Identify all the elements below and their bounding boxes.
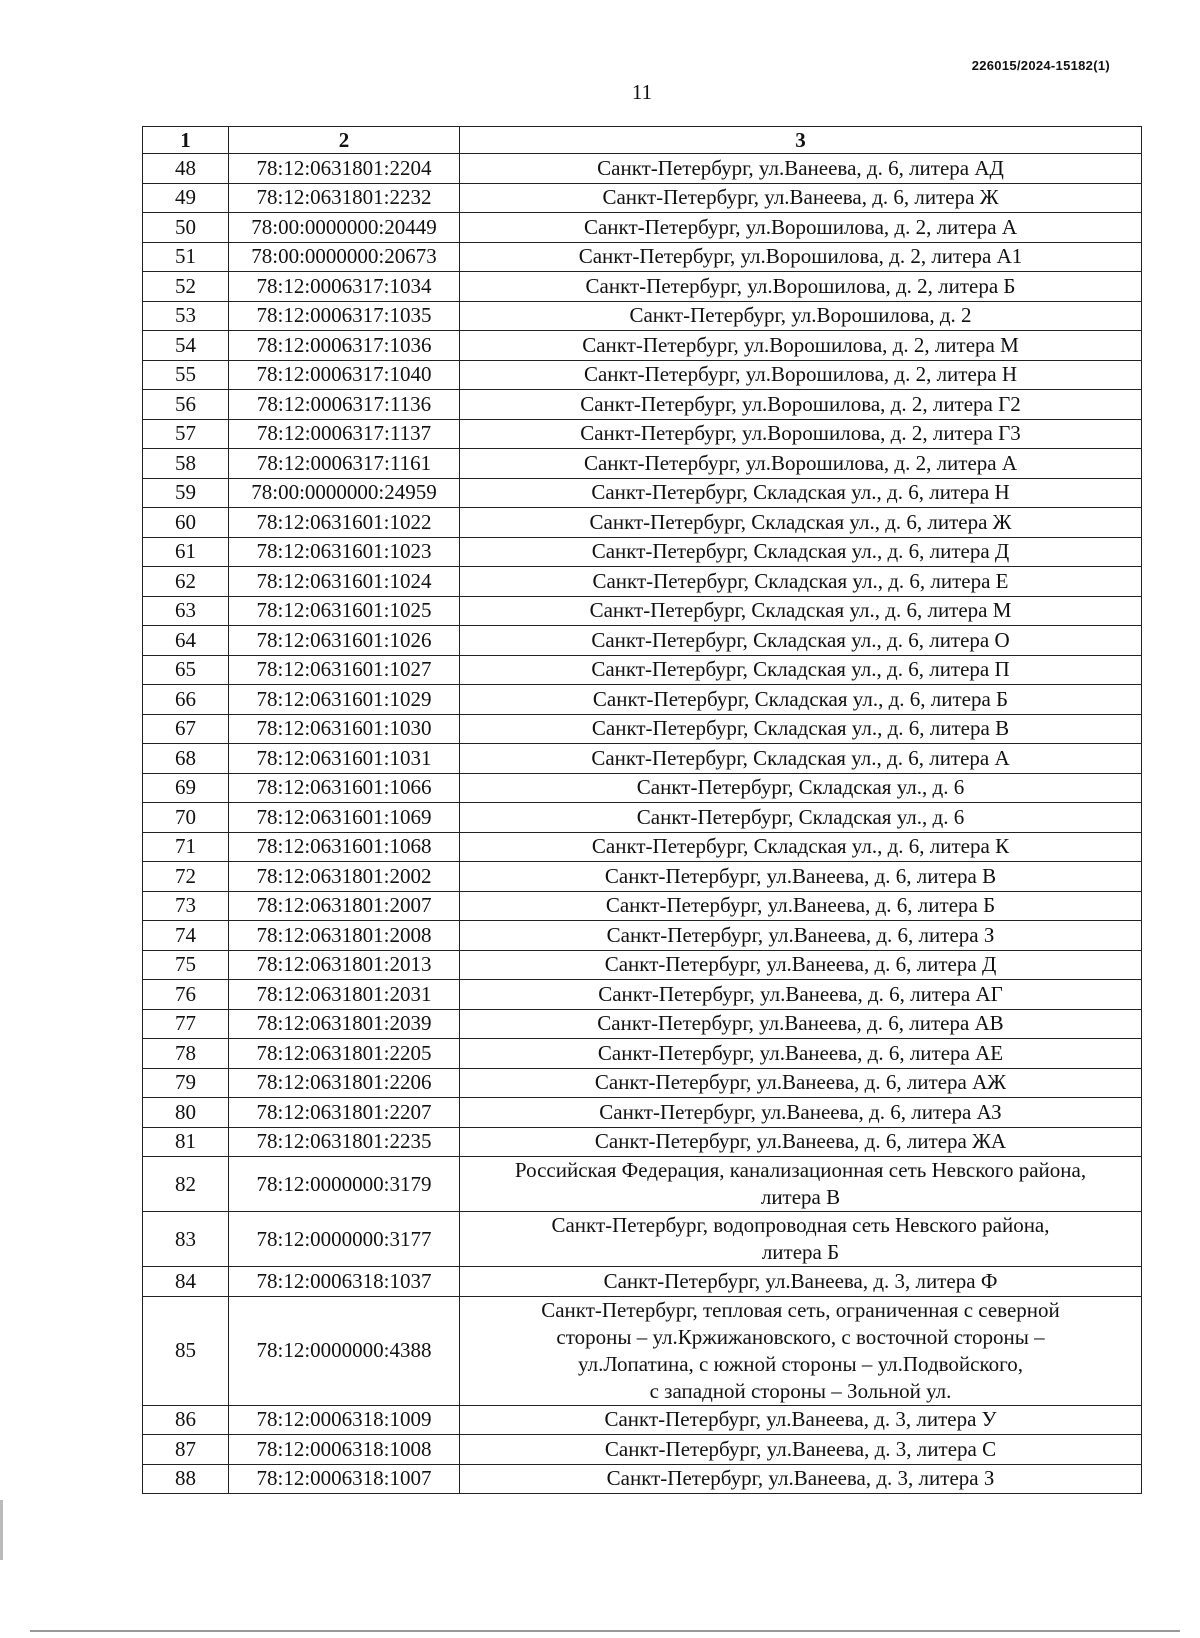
row-number-cell: 48 xyxy=(143,154,229,184)
table-row xyxy=(143,862,1142,892)
address-cell: Санкт-Петербург, Складская ул., д. 6, литера О xyxy=(460,626,1142,656)
table-row xyxy=(143,449,1142,479)
table-row xyxy=(143,1464,1142,1494)
table-row xyxy=(143,1009,1142,1039)
cadastral-number-cell: 78:12:0631601:1027 xyxy=(229,655,460,685)
address-cell: Санкт-Петербург, ул.Ванеева, д. 6, литера АГ xyxy=(460,980,1142,1010)
address-cell: Санкт-Петербург, ул.Ванеева, д. 6, литера З xyxy=(460,921,1142,951)
table-row xyxy=(143,921,1142,951)
address-cell: Российская Федерация, канализационная сеть Невского района, литера В xyxy=(460,1157,1142,1212)
cadastral-number-cell: 78:12:0006317:1034 xyxy=(229,272,460,302)
row-number-cell: 58 xyxy=(143,449,229,479)
cadastral-number-cell: 78:12:0631601:1066 xyxy=(229,773,460,803)
cadastral-number-cell: 78:12:0631601:1068 xyxy=(229,832,460,862)
address-cell: Санкт-Петербург, ул.Ванеева, д. 3, литера Ф xyxy=(460,1267,1142,1297)
row-number-cell: 81 xyxy=(143,1127,229,1157)
table-row xyxy=(143,419,1142,449)
address-cell: Санкт-Петербург, ул.Ворошилова, д. 2, литера А1 xyxy=(460,242,1142,272)
cadastral-number-cell: 78:12:0006317:1136 xyxy=(229,390,460,420)
table-header-row xyxy=(143,127,1142,154)
address-cell: Санкт-Петербург, Складская ул., д. 6, литера Б xyxy=(460,685,1142,715)
table-row xyxy=(143,1039,1142,1069)
table-row xyxy=(143,213,1142,243)
address-cell: Санкт-Петербург, ул.Ворошилова, д. 2, литера А xyxy=(460,449,1142,479)
row-number-cell: 80 xyxy=(143,1098,229,1128)
address-cell: Санкт-Петербург, ул.Ворошилова, д. 2, литера Г3 xyxy=(460,419,1142,449)
cadastral-number-cell: 78:12:0631801:2205 xyxy=(229,1039,460,1069)
cadastral-number-cell: 78:12:0631801:2039 xyxy=(229,1009,460,1039)
table-row xyxy=(143,154,1142,184)
cadastral-number-cell: 78:12:0631601:1029 xyxy=(229,685,460,715)
address-cell: Санкт-Петербург, Складская ул., д. 6, литера Д xyxy=(460,537,1142,567)
address-cell: Санкт-Петербург, ул.Ванеева, д. 6, литера ЖА xyxy=(460,1127,1142,1157)
address-cell: Санкт-Петербург, водопроводная сеть Невского района, литера Б xyxy=(460,1212,1142,1267)
table-row xyxy=(143,1068,1142,1098)
scan-bottom-line xyxy=(30,1630,1180,1632)
row-number-cell: 75 xyxy=(143,950,229,980)
cadastral-number-cell: 78:12:0006317:1035 xyxy=(229,301,460,331)
cadastral-number-cell: 78:12:0631601:1025 xyxy=(229,596,460,626)
cadastral-number-cell: 78:12:0006317:1137 xyxy=(229,419,460,449)
row-number-cell: 69 xyxy=(143,773,229,803)
row-number-cell: 74 xyxy=(143,921,229,951)
cadastral-number-cell: 78:12:0631801:2002 xyxy=(229,862,460,892)
table-row xyxy=(143,301,1142,331)
table-row xyxy=(143,1212,1142,1267)
table-row xyxy=(143,980,1142,1010)
address-cell: Санкт-Петербург, Складская ул., д. 6 xyxy=(460,773,1142,803)
address-cell: Санкт-Петербург, ул.Ворошилова, д. 2, литера Б xyxy=(460,272,1142,302)
cadastral-number-cell: 78:12:0631801:2207 xyxy=(229,1098,460,1128)
cadastral-number-cell: 78:12:0631801:2031 xyxy=(229,980,460,1010)
row-number-cell: 57 xyxy=(143,419,229,449)
row-number-cell: 88 xyxy=(143,1464,229,1494)
address-cell: Санкт-Петербург, ул.Ванеева, д. 6, литера АВ xyxy=(460,1009,1142,1039)
row-number-cell: 55 xyxy=(143,360,229,390)
address-cell: Санкт-Петербург, ул.Ванеева, д. 3, литера З xyxy=(460,1464,1142,1494)
table-row xyxy=(143,1098,1142,1128)
address-cell: Санкт-Петербург, Складская ул., д. 6, литера П xyxy=(460,655,1142,685)
row-number-cell: 87 xyxy=(143,1435,229,1465)
row-number-cell: 72 xyxy=(143,862,229,892)
table-row xyxy=(143,242,1142,272)
table-body xyxy=(143,154,1142,1494)
row-number-cell: 62 xyxy=(143,567,229,597)
row-number-cell: 52 xyxy=(143,272,229,302)
cadastral-number-cell: 78:12:0006317:1036 xyxy=(229,331,460,361)
table-row xyxy=(143,655,1142,685)
row-number-cell: 86 xyxy=(143,1405,229,1435)
row-number-cell: 59 xyxy=(143,478,229,508)
cadastral-number-cell: 78:12:0631801:2232 xyxy=(229,183,460,213)
row-number-cell: 56 xyxy=(143,390,229,420)
cadastral-number-cell: 78:12:0631801:2206 xyxy=(229,1068,460,1098)
column-header-number: 1 xyxy=(143,127,229,154)
property-table xyxy=(142,126,1142,1494)
address-cell: Санкт-Петербург, ул.Ворошилова, д. 2, литера Г2 xyxy=(460,390,1142,420)
cadastral-number-cell: 78:12:0006317:1040 xyxy=(229,360,460,390)
address-cell: Санкт-Петербург, ул.Ворошилова, д. 2 xyxy=(460,301,1142,331)
address-cell: Санкт-Петербург, ул.Ванеева, д. 6, литера АЖ xyxy=(460,1068,1142,1098)
column-header-cadastral: 2 xyxy=(229,127,460,154)
address-cell: Санкт-Петербург, ул.Ворошилова, д. 2, литера А xyxy=(460,213,1142,243)
row-number-cell: 54 xyxy=(143,331,229,361)
row-number-cell: 53 xyxy=(143,301,229,331)
address-cell: Санкт-Петербург, ул.Ванеева, д. 6, литера В xyxy=(460,862,1142,892)
row-number-cell: 60 xyxy=(143,508,229,538)
row-number-cell: 51 xyxy=(143,242,229,272)
cadastral-number-cell: 78:12:0631601:1069 xyxy=(229,803,460,833)
table-row xyxy=(143,626,1142,656)
row-number-cell: 50 xyxy=(143,213,229,243)
cadastral-number-cell: 78:12:0631801:2013 xyxy=(229,950,460,980)
address-cell: Санкт-Петербург, ул.Ванеева, д. 6, литера АЕ xyxy=(460,1039,1142,1069)
address-cell: Санкт-Петербург, ул.Ванеева, д. 3, литера С xyxy=(460,1435,1142,1465)
address-cell: Санкт-Петербург, ул.Ванеева, д. 6, литера Ж xyxy=(460,183,1142,213)
table-row xyxy=(143,744,1142,774)
row-number-cell: 66 xyxy=(143,685,229,715)
address-cell: Санкт-Петербург, ул.Ворошилова, д. 2, литера Н xyxy=(460,360,1142,390)
cadastral-number-cell: 78:12:0631601:1031 xyxy=(229,744,460,774)
address-cell: Санкт-Петербург, Складская ул., д. 6, литера К xyxy=(460,832,1142,862)
address-cell: Санкт-Петербург, Складская ул., д. 6, литера Н xyxy=(460,478,1142,508)
table-row xyxy=(143,1267,1142,1297)
table-row xyxy=(143,803,1142,833)
cadastral-number-cell: 78:12:0006318:1009 xyxy=(229,1405,460,1435)
cadastral-number-cell: 78:12:0006317:1161 xyxy=(229,449,460,479)
address-cell: Санкт-Петербург, тепловая сеть, ограниченная с северной стороны – ул.Кржижановского, с восточной стороны – ул.Лопатина, с южной стороны – ул.Подвойского, с западной стороны – Зольной ул. xyxy=(460,1296,1142,1405)
row-number-cell: 63 xyxy=(143,596,229,626)
column-header-address: 3 xyxy=(460,127,1142,154)
table-row xyxy=(143,1127,1142,1157)
address-cell: Санкт-Петербург, ул.Ванеева, д. 6, литера Б xyxy=(460,891,1142,921)
address-cell: Санкт-Петербург, ул.Ванеева, д. 6, литера АД xyxy=(460,154,1142,184)
cadastral-number-cell: 78:12:0631601:1023 xyxy=(229,537,460,567)
table-row xyxy=(143,773,1142,803)
row-number-cell: 73 xyxy=(143,891,229,921)
table-row xyxy=(143,1405,1142,1435)
table-row xyxy=(143,360,1142,390)
address-cell: Санкт-Петербург, ул.Ванеева, д. 6, литера АЗ xyxy=(460,1098,1142,1128)
table-row xyxy=(143,183,1142,213)
cadastral-number-cell: 78:12:0000000:3177 xyxy=(229,1212,460,1267)
table-row xyxy=(143,567,1142,597)
cadastral-number-cell: 78:12:0631601:1022 xyxy=(229,508,460,538)
cadastral-number-cell: 78:12:0631601:1026 xyxy=(229,626,460,656)
cadastral-number-cell: 78:12:0631601:1030 xyxy=(229,714,460,744)
table-row xyxy=(143,1296,1142,1405)
address-cell: Санкт-Петербург, Складская ул., д. 6, литера А xyxy=(460,744,1142,774)
row-number-cell: 64 xyxy=(143,626,229,656)
address-cell: Санкт-Петербург, ул.Ворошилова, д. 2, литера М xyxy=(460,331,1142,361)
scan-edge-mark xyxy=(0,1500,3,1560)
address-cell: Санкт-Петербург, Складская ул., д. 6 xyxy=(460,803,1142,833)
address-cell: Санкт-Петербург, Складская ул., д. 6, литера В xyxy=(460,714,1142,744)
address-cell: Санкт-Петербург, Складская ул., д. 6, литера М xyxy=(460,596,1142,626)
row-number-cell: 83 xyxy=(143,1212,229,1267)
cadastral-number-cell: 78:12:0631801:2008 xyxy=(229,921,460,951)
cadastral-number-cell: 78:12:0006318:1008 xyxy=(229,1435,460,1465)
cadastral-number-cell: 78:12:0006318:1007 xyxy=(229,1464,460,1494)
cadastral-number-cell: 78:12:0631801:2007 xyxy=(229,891,460,921)
cadastral-number-cell: 78:12:0631601:1024 xyxy=(229,567,460,597)
page-number: 11 xyxy=(631,80,653,104)
table-row xyxy=(143,685,1142,715)
table-row xyxy=(143,508,1142,538)
table-row xyxy=(143,478,1142,508)
address-cell: Санкт-Петербург, ул.Ванеева, д. 3, литера У xyxy=(460,1405,1142,1435)
address-cell: Санкт-Петербург, ул.Ванеева, д. 6, литера Д xyxy=(460,950,1142,980)
row-number-cell: 67 xyxy=(143,714,229,744)
row-number-cell: 70 xyxy=(143,803,229,833)
table-row xyxy=(143,537,1142,567)
table-row xyxy=(143,390,1142,420)
row-number-cell: 68 xyxy=(143,744,229,774)
row-number-cell: 76 xyxy=(143,980,229,1010)
table-row xyxy=(143,891,1142,921)
cadastral-number-cell: 78:12:0000000:4388 xyxy=(229,1296,460,1405)
row-number-cell: 82 xyxy=(143,1157,229,1212)
cadastral-number-cell: 78:00:0000000:20449 xyxy=(229,213,460,243)
cadastral-number-cell: 78:12:0631801:2204 xyxy=(229,154,460,184)
row-number-cell: 65 xyxy=(143,655,229,685)
row-number-cell: 49 xyxy=(143,183,229,213)
table-row xyxy=(143,272,1142,302)
cadastral-number-cell: 78:12:0006318:1037 xyxy=(229,1267,460,1297)
row-number-cell: 84 xyxy=(143,1267,229,1297)
table-row xyxy=(143,1435,1142,1465)
row-number-cell: 79 xyxy=(143,1068,229,1098)
row-number-cell: 85 xyxy=(143,1296,229,1405)
table-row xyxy=(143,596,1142,626)
table-row xyxy=(143,1157,1142,1212)
cadastral-number-cell: 78:00:0000000:20673 xyxy=(229,242,460,272)
row-number-cell: 71 xyxy=(143,832,229,862)
row-number-cell: 78 xyxy=(143,1039,229,1069)
document-id: 226015/2024-15182(1) xyxy=(971,58,1110,73)
row-number-cell: 61 xyxy=(143,537,229,567)
address-cell: Санкт-Петербург, Складская ул., д. 6, литера Е xyxy=(460,567,1142,597)
row-number-cell: 77 xyxy=(143,1009,229,1039)
cadastral-number-cell: 78:12:0000000:3179 xyxy=(229,1157,460,1212)
table-row xyxy=(143,832,1142,862)
table-row xyxy=(143,331,1142,361)
table-row xyxy=(143,714,1142,744)
table-row xyxy=(143,950,1142,980)
cadastral-number-cell: 78:00:0000000:24959 xyxy=(229,478,460,508)
address-cell: Санкт-Петербург, Складская ул., д. 6, литера Ж xyxy=(460,508,1142,538)
cadastral-number-cell: 78:12:0631801:2235 xyxy=(229,1127,460,1157)
